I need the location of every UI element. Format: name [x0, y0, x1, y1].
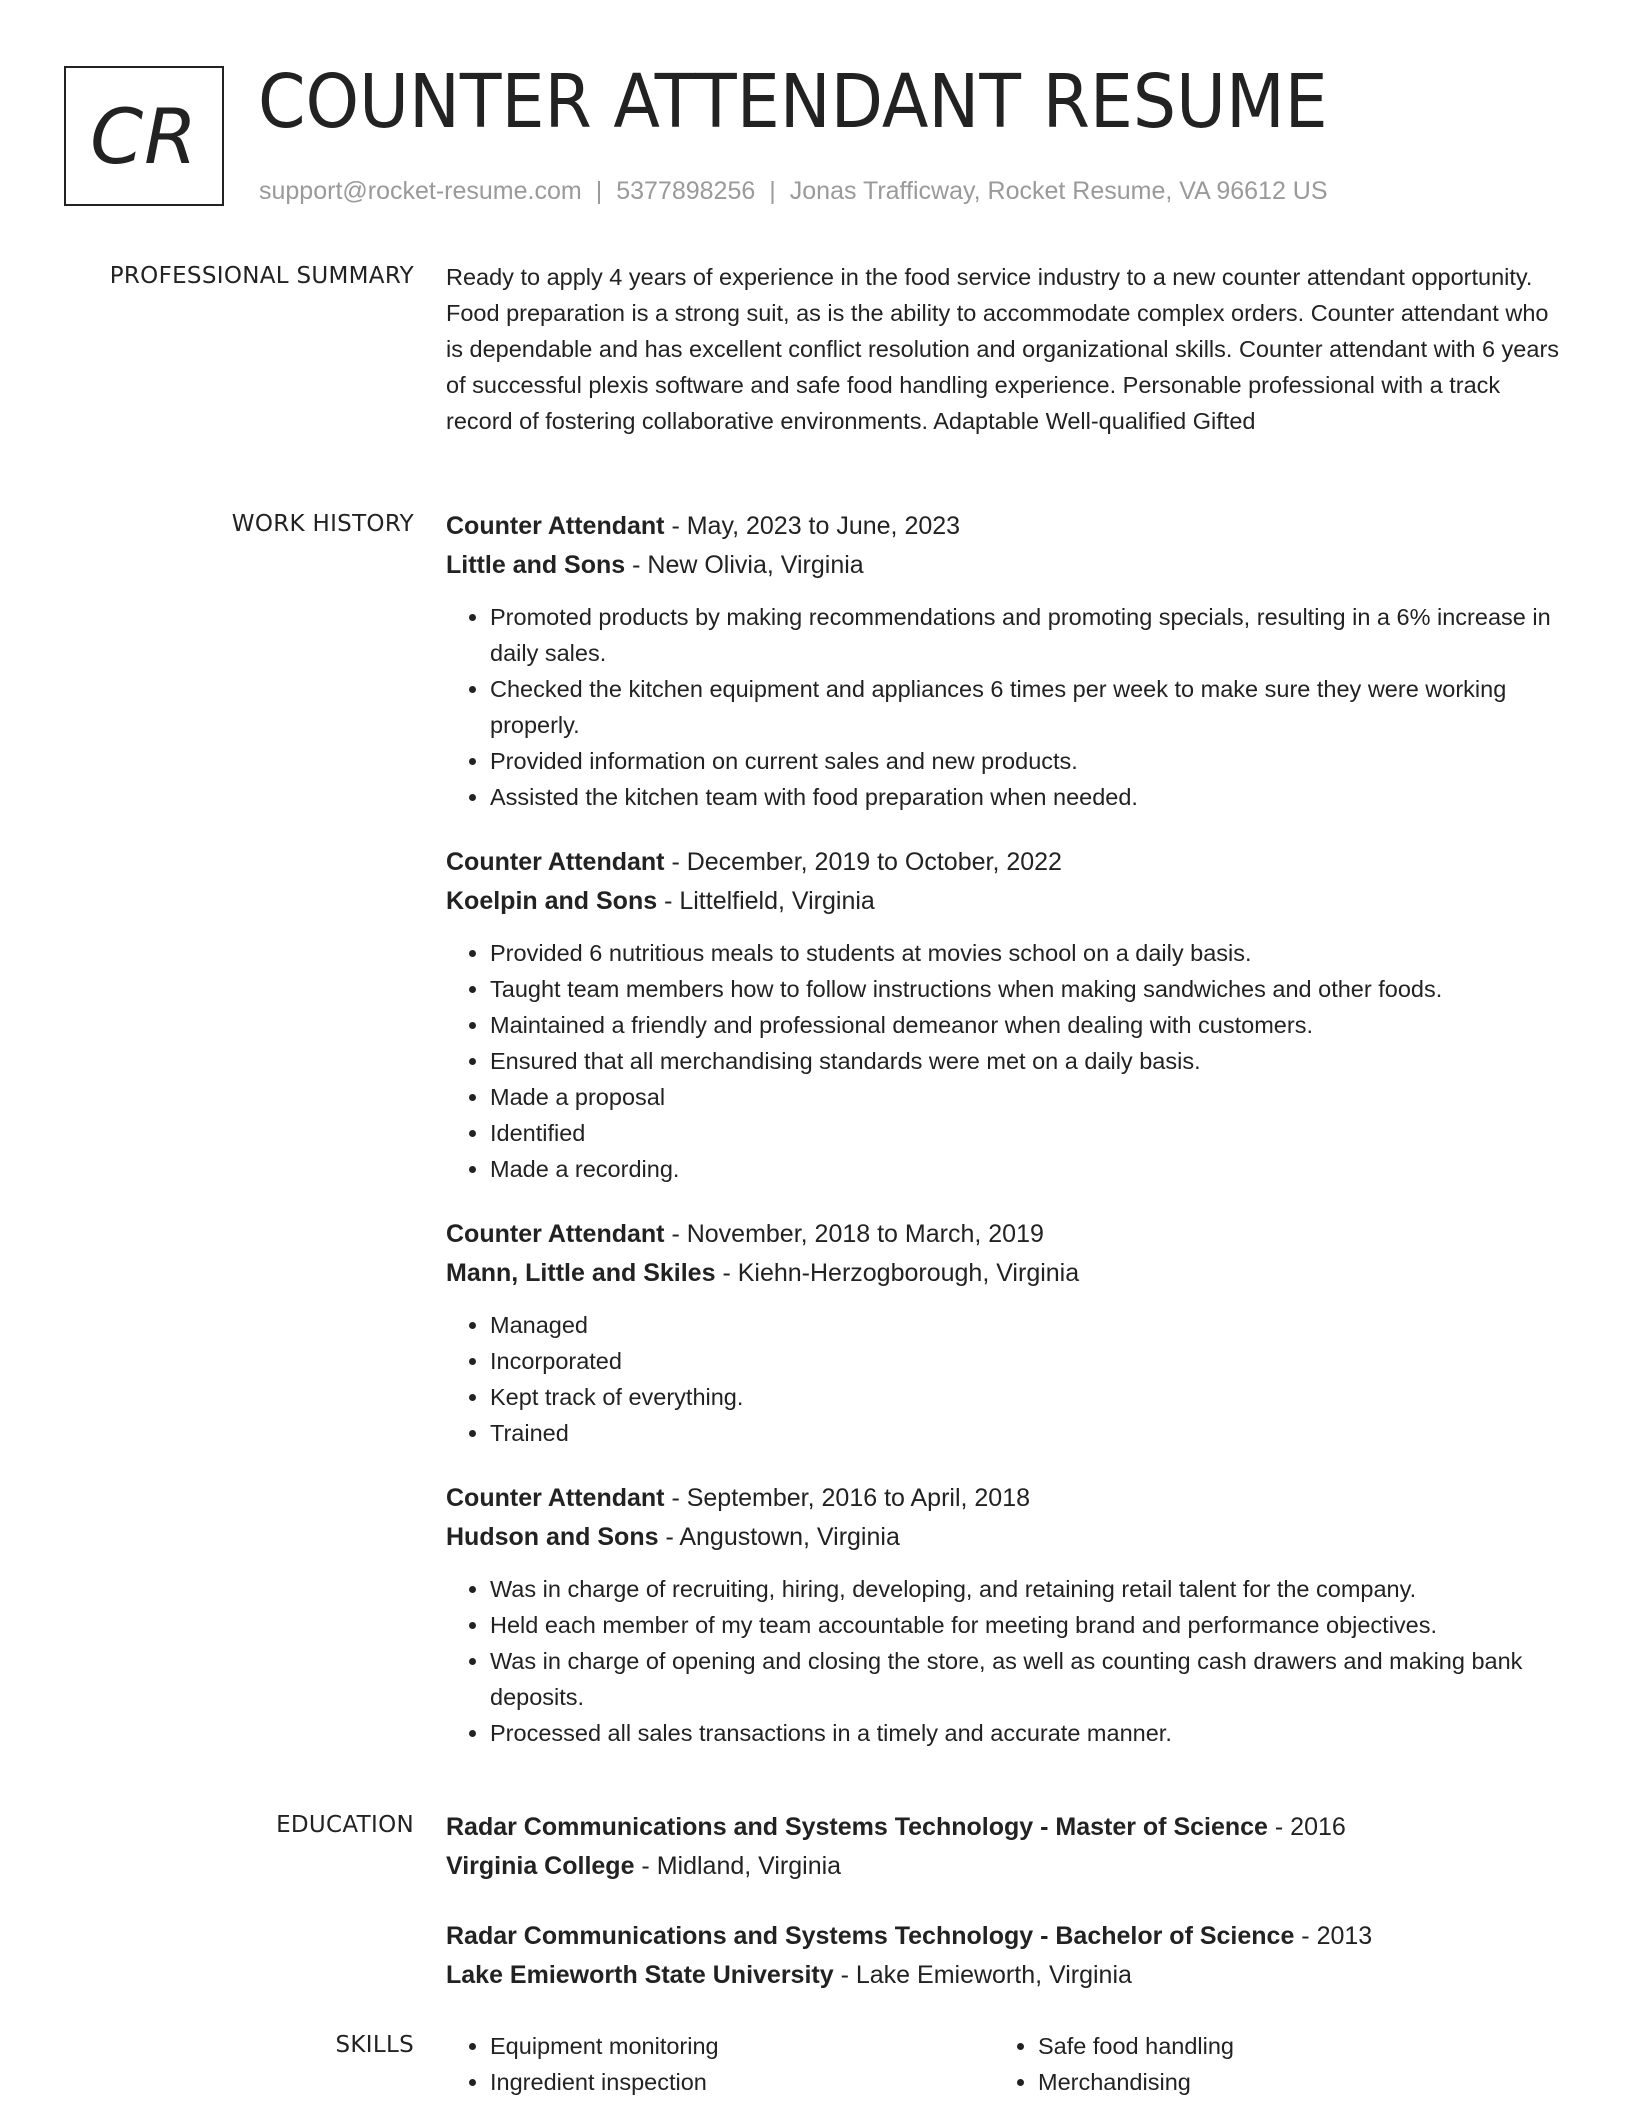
job-company-line — [446, 546, 1562, 585]
skills-column-left — [446, 2028, 994, 2100]
education-school-line — [446, 1847, 1562, 1886]
job-bullet: • Made a proposal — [490, 1079, 1562, 1115]
education-year: - 2013 — [1294, 1922, 1373, 1950]
job-dates: - September, 2016 to April, 2018 — [664, 1484, 1031, 1512]
page-title: COUNTER ATTENDANT RESUME — [258, 59, 1328, 145]
education-degree: Radar Communications and Systems Technology - Master of Science — [446, 1813, 1268, 1841]
education-label: EDUCATION — [276, 1812, 414, 1838]
education-degree: Radar Communications and Systems Technology - Bachelor of Science — [446, 1922, 1295, 1950]
contact-line — [259, 174, 1328, 208]
job-dates: - May, 2023 to June, 2023 — [664, 512, 961, 540]
job-bullet: • Identified — [490, 1115, 1562, 1151]
job-dates: - November, 2018 to March, 2019 — [664, 1220, 1044, 1248]
job-location: - Littelfield, Virginia — [657, 887, 875, 915]
education-entry — [446, 1808, 1562, 1886]
contact-phone: 5377898256 — [616, 177, 756, 205]
contact-email: support@rocket-resume.com — [259, 177, 582, 205]
skills-grid — [446, 2028, 1562, 2100]
summary-text: Ready to apply 4 years of experience in the food service industry to a new counter attendant opportunity. Food preparation is a strong suit, as is the ability to accommodate complex orders. Counter attendant who is dependable and has excellent conflict resolution and organizational skills. Counter attendant with 6 years of successful plexis software and safe food handling experience. Personable professional with a track record of fostering collaborative environments. Adaptable Well-qualified Gifted — [446, 264, 1560, 434]
job-bullet: • Taught team members how to follow instructions when making sandwiches and other foods. — [490, 971, 1562, 1007]
contact-separator: | — [769, 177, 776, 205]
job-bullets — [446, 599, 1562, 815]
job-bullet: • Was in charge of opening and closing the store, as well as counting cash drawers and making bank deposits. — [490, 1643, 1562, 1715]
skill-item: • Safe food handling — [1038, 2028, 1542, 2064]
job-entry — [446, 507, 1562, 815]
job-bullet: • Kept track of everything. — [490, 1379, 1562, 1415]
job-company: Koelpin and Sons — [446, 887, 658, 915]
job-entry — [446, 843, 1562, 1187]
job-bullet: • Processed all sales transactions in a timely and accurate manner. — [490, 1715, 1562, 1751]
job-bullets — [446, 935, 1562, 1187]
job-title-line — [446, 1479, 1562, 1518]
job-dates: - December, 2019 to October, 2022 — [664, 848, 1062, 876]
job-entry — [446, 1479, 1562, 1751]
education-school: Lake Emieworth State University — [446, 1961, 834, 1989]
education-body — [446, 1808, 1562, 2026]
job-title: Counter Attendant — [446, 848, 665, 876]
skill-item: • Ingredient inspection — [490, 2064, 994, 2100]
job-company: Mann, Little and Skiles — [446, 1259, 716, 1287]
skills-column-right — [994, 2028, 1542, 2100]
summary-body — [446, 259, 1562, 439]
job-company-line — [446, 882, 1562, 921]
job-bullet: • Was in charge of recruiting, hiring, developing, and retaining retail talent for the company. — [490, 1571, 1562, 1607]
job-location: - New Olivia, Virginia — [625, 551, 864, 579]
job-bullet: • Incorporated — [490, 1343, 1562, 1379]
contact-separator: | — [595, 177, 603, 205]
job-entry — [446, 1215, 1562, 1451]
work-history-label: WORK HISTORY — [231, 511, 414, 537]
job-bullet: • Managed — [490, 1307, 1562, 1343]
education-location: - Midland, Virginia — [634, 1852, 842, 1880]
job-location: - Angustown, Virginia — [658, 1523, 900, 1551]
job-company: Little and Sons — [446, 551, 626, 579]
monogram-logo: CR — [64, 66, 224, 206]
education-school-line — [446, 1956, 1562, 1995]
job-title: Counter Attendant — [446, 1484, 665, 1512]
education-degree-line — [446, 1808, 1562, 1847]
job-title: Counter Attendant — [446, 1220, 665, 1248]
job-company-line — [446, 1254, 1562, 1293]
job-location: - Kiehn-Herzogborough, Virginia — [715, 1259, 1080, 1287]
education-location: - Lake Emieworth, Virginia — [833, 1961, 1132, 1989]
job-title-line — [446, 843, 1562, 882]
job-bullet: • Ensured that all merchandising standards were met on a daily basis. — [490, 1043, 1562, 1079]
job-bullet: • Provided information on current sales and new products. — [490, 743, 1562, 779]
job-bullet: • Held each member of my team accountable for meeting brand and performance objectives. — [490, 1607, 1562, 1643]
job-bullet: • Trained — [490, 1415, 1562, 1451]
job-title-line — [446, 1215, 1562, 1254]
skill-item: • Merchandising — [1038, 2064, 1542, 2100]
job-bullet: • Provided 6 nutritious meals to students at movies school on a daily basis. — [490, 935, 1562, 971]
job-company: Hudson and Sons — [446, 1523, 659, 1551]
education-degree-line — [446, 1917, 1562, 1956]
summary-label: PROFESSIONAL SUMMARY — [109, 263, 414, 289]
job-bullet: • Assisted the kitchen team with food preparation when needed. — [490, 779, 1562, 815]
job-company-line — [446, 1518, 1562, 1557]
work-history-body — [446, 507, 1562, 1779]
education-year: - 2016 — [1267, 1813, 1346, 1841]
education-school: Virginia College — [446, 1852, 635, 1880]
job-title-line — [446, 507, 1562, 546]
job-bullet: • Promoted products by making recommendations and promoting specials, resulting in a 6% increase in daily sales. — [490, 599, 1562, 671]
skill-item: • Equipment monitoring — [490, 2028, 994, 2064]
skills-body — [446, 2028, 1562, 2100]
job-bullets — [446, 1571, 1562, 1751]
skills-label: SKILLS — [335, 2032, 414, 2058]
job-bullets — [446, 1307, 1562, 1451]
job-bullet: • Maintained a friendly and professional demeanor when dealing with customers. — [490, 1007, 1562, 1043]
job-bullet: • Made a recording. — [490, 1151, 1562, 1187]
education-entry — [446, 1917, 1562, 1995]
job-bullet: • Checked the kitchen equipment and appliances 6 times per week to make sure they were working properly. — [490, 671, 1562, 743]
job-title: Counter Attendant — [446, 512, 665, 540]
contact-address: Jonas Trafficway, Rocket Resume, VA 96612 US — [789, 177, 1328, 205]
